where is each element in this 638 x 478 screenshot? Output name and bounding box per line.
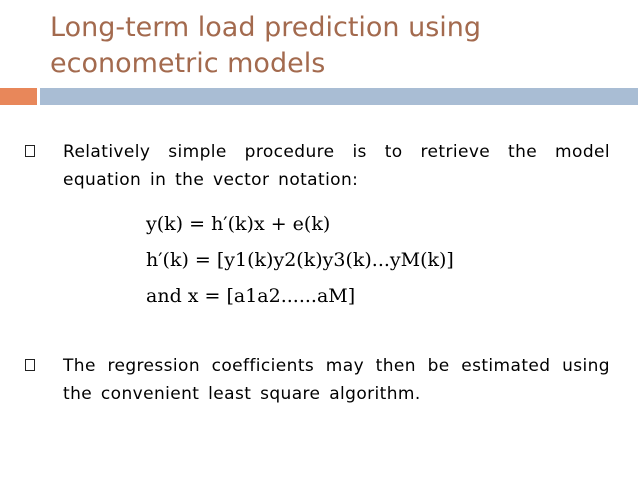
bullet-item xyxy=(25,138,610,194)
bullet-item xyxy=(25,352,610,408)
bullet-text: The regression coefficients may then be estimated using the convenient least square algorithm. xyxy=(63,356,610,404)
bullet-square-icon xyxy=(25,145,35,157)
bullet-square-icon xyxy=(25,359,35,371)
equation-block xyxy=(146,206,566,314)
equation-line: h′(k) = [y1(k)y2(k)y3(k)...yM(k)] xyxy=(146,249,454,271)
title-divider-accent xyxy=(0,88,37,105)
equation-line: and x = [a1a2......aM] xyxy=(146,285,356,307)
equation-line: y(k) = h′(k)x + e(k) xyxy=(146,213,331,235)
bullet-text: Relatively simple procedure is to retrieve the model equation in the vector notation: xyxy=(63,142,610,190)
slide-title: Long-term load prediction using econometric models xyxy=(50,12,482,79)
title-divider-bar xyxy=(40,88,638,105)
